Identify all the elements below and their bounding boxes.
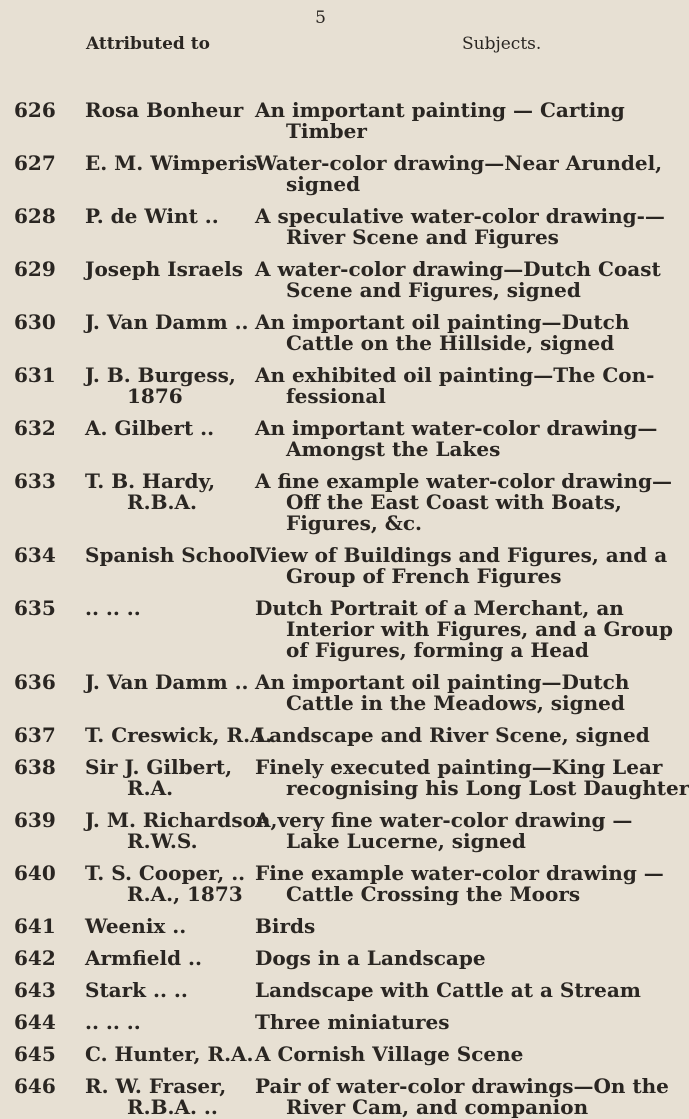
lot-subject — [255, 1012, 450, 1033]
subject-line: An important water-color drawing— — [255, 416, 658, 440]
lot-number: 629 — [14, 257, 56, 281]
lot-number: 634 — [14, 543, 56, 567]
artist-detail: 1876 — [127, 384, 183, 408]
artist-name: R. W. Fraser, — [85, 1074, 227, 1098]
lot-subject — [255, 259, 661, 301]
subject-line: recognising his Long Lost Daughter — [286, 776, 689, 800]
subject-line: Three miniatures — [255, 1010, 450, 1034]
lot-subject — [255, 810, 632, 852]
subject-line: Pair of water-color drawings—On the — [255, 1074, 669, 1098]
subject-line: A water-color drawing—Dutch Coast — [255, 257, 661, 281]
artist-name: Weenix .. — [85, 914, 187, 938]
lot-artist — [85, 757, 232, 799]
artist-name: Joseph Israels — [85, 257, 243, 281]
lot-artist — [85, 863, 245, 905]
lot-artist — [85, 418, 214, 439]
lot-artist — [85, 1076, 226, 1118]
lot-subject — [255, 672, 629, 714]
artist-name: P. de Wint .. — [85, 204, 219, 228]
subject-line: Group of French Figures — [286, 564, 562, 588]
subject-line: Lake Lucerne, signed — [286, 829, 526, 853]
artist-name: C. Hunter, R.A. — [85, 1042, 254, 1066]
lot-number: 645 — [14, 1042, 56, 1066]
subject-line: An important painting — Carting — [255, 98, 625, 122]
lot-number: 640 — [14, 861, 56, 885]
lot-number: 639 — [14, 808, 56, 832]
artist-name: Rosa Bonheur — [85, 98, 244, 122]
lot-artist — [85, 100, 243, 121]
lot-number: 628 — [14, 204, 56, 228]
lot-number: 638 — [14, 755, 56, 779]
subject-line: A fine example water-color drawing— — [255, 469, 673, 493]
subject-line: A Cornish Village Scene — [255, 1042, 524, 1066]
lot-subject — [255, 100, 625, 142]
subject-line: Cattle in the Meadows, signed — [286, 691, 625, 715]
subject-line: Off the East Coast with Boats, — [286, 490, 622, 514]
subject-line: Cattle on the Hillside, signed — [286, 331, 615, 355]
subject-line: Timber — [286, 119, 367, 143]
subject-line: of Figures, forming a Head — [286, 638, 589, 662]
lot-artist — [85, 312, 249, 333]
lot-number: 635 — [14, 596, 56, 620]
lot-number: 641 — [14, 914, 56, 938]
artist-detail: R.B.A. — [127, 490, 197, 514]
lot-number: 632 — [14, 416, 56, 440]
subject-line: A very fine water-color drawing — — [255, 808, 633, 832]
lot-artist — [85, 810, 277, 852]
artist-name: T. B. Hardy, — [85, 469, 216, 493]
lot-artist — [85, 916, 186, 937]
artist-name: Armfield .. — [85, 946, 202, 970]
subject-line: Landscape and River Scene, signed — [255, 723, 650, 747]
subject-line: An exhibited oil painting—The Con- — [255, 363, 655, 387]
lot-artist — [85, 980, 188, 1001]
lot-number: 636 — [14, 670, 56, 694]
lot-subject — [255, 863, 664, 905]
artist-detail: R.W.S. — [127, 829, 198, 853]
lot-number: 627 — [14, 151, 56, 175]
lot-subject — [255, 206, 665, 248]
subject-line: Amongst the Lakes — [286, 437, 501, 461]
lot-subject — [255, 980, 641, 1001]
subject-line: View of Buildings and Figures, and a — [255, 543, 668, 567]
lot-subject — [255, 418, 657, 460]
header-attributed-to: Attributed to — [86, 34, 210, 54]
lot-subject — [255, 757, 689, 799]
lot-artist — [85, 259, 243, 280]
subject-line: Dogs in a Landscape — [255, 946, 486, 970]
lot-artist — [85, 206, 219, 227]
subject-line: River Cam, and companion — [286, 1095, 589, 1119]
artist-name: J. B. Burgess, — [85, 363, 236, 387]
subject-line: Scene and Figures, signed — [286, 278, 581, 302]
lot-artist — [85, 598, 141, 619]
subject-line: River Scene and Figures — [286, 225, 559, 249]
lot-number: 644 — [14, 1010, 56, 1034]
artist-name: J. Van Damm .. — [85, 310, 249, 334]
lot-number: 630 — [14, 310, 56, 334]
lot-artist — [85, 153, 257, 174]
lot-subject — [255, 1076, 669, 1118]
artist-name: T. S. Cooper, .. — [85, 861, 246, 885]
lot-subject — [255, 1044, 523, 1065]
artist-detail: R.A., 1873 — [127, 882, 243, 906]
subject-line: signed — [286, 172, 361, 196]
lot-subject — [255, 153, 662, 195]
artist-name: A. Gilbert .. — [85, 416, 215, 440]
lot-number: 631 — [14, 363, 56, 387]
subject-line: An important oil painting—Dutch — [255, 670, 630, 694]
subject-line: Finely executed painting—King Lear — [255, 755, 663, 779]
lot-subject — [255, 365, 654, 407]
page-number: 5 — [315, 8, 326, 28]
artist-name: J. Van Damm .. — [85, 670, 249, 694]
subject-line: Fine example water-color drawing — — [255, 861, 664, 885]
lot-subject — [255, 312, 629, 354]
subject-line: Landscape with Cattle at a Stream — [255, 978, 641, 1002]
subject-line: Birds — [255, 914, 316, 938]
subject-line: fessional — [286, 384, 386, 408]
lot-number: 626 — [14, 98, 56, 122]
lot-subject — [255, 916, 315, 937]
artist-detail: R.B.A. .. — [127, 1095, 218, 1119]
header-subjects: Subjects. — [462, 34, 542, 54]
lot-artist — [85, 948, 202, 969]
subject-line: Dutch Portrait of a Merchant, an — [255, 596, 624, 620]
subject-line: An important oil painting—Dutch — [255, 310, 630, 334]
lot-subject — [255, 598, 673, 661]
lot-subject — [255, 471, 672, 534]
lot-number: 642 — [14, 946, 56, 970]
artist-name: .. .. .. — [85, 1010, 141, 1034]
lot-subject — [255, 545, 667, 587]
subject-line: Water-color drawing—Near Arundel, — [255, 151, 663, 175]
artist-name: Sir J. Gilbert, — [85, 755, 233, 779]
artist-name: J. M. Richardson, — [85, 808, 278, 832]
lot-subject — [255, 948, 486, 969]
artist-name: .. .. .. — [85, 596, 141, 620]
subject-line: Figures, &c. — [286, 511, 422, 535]
subject-line: A speculative water-color drawing-— — [255, 204, 665, 228]
artist-name: T. Creswick, R.A. — [85, 723, 273, 747]
lot-artist — [85, 471, 215, 513]
artist-name: E. M. Wimperis — [85, 151, 258, 175]
lot-subject — [255, 725, 650, 746]
lot-artist — [85, 545, 257, 566]
lot-artist — [85, 1012, 141, 1033]
lot-number: 643 — [14, 978, 56, 1002]
subject-line: Interior with Figures, and a Group — [286, 617, 674, 641]
artist-detail: R.A. — [127, 776, 174, 800]
lot-artist — [85, 725, 273, 746]
lot-artist — [85, 365, 236, 407]
lot-artist — [85, 672, 249, 693]
lot-number: 637 — [14, 723, 56, 747]
lot-artist — [85, 1044, 254, 1065]
lot-number: 646 — [14, 1074, 56, 1098]
lot-number: 633 — [14, 469, 56, 493]
subject-line: Cattle Crossing the Moors — [286, 882, 581, 906]
artist-name: Spanish School — [85, 543, 257, 567]
artist-name: Stark .. .. — [85, 978, 188, 1002]
